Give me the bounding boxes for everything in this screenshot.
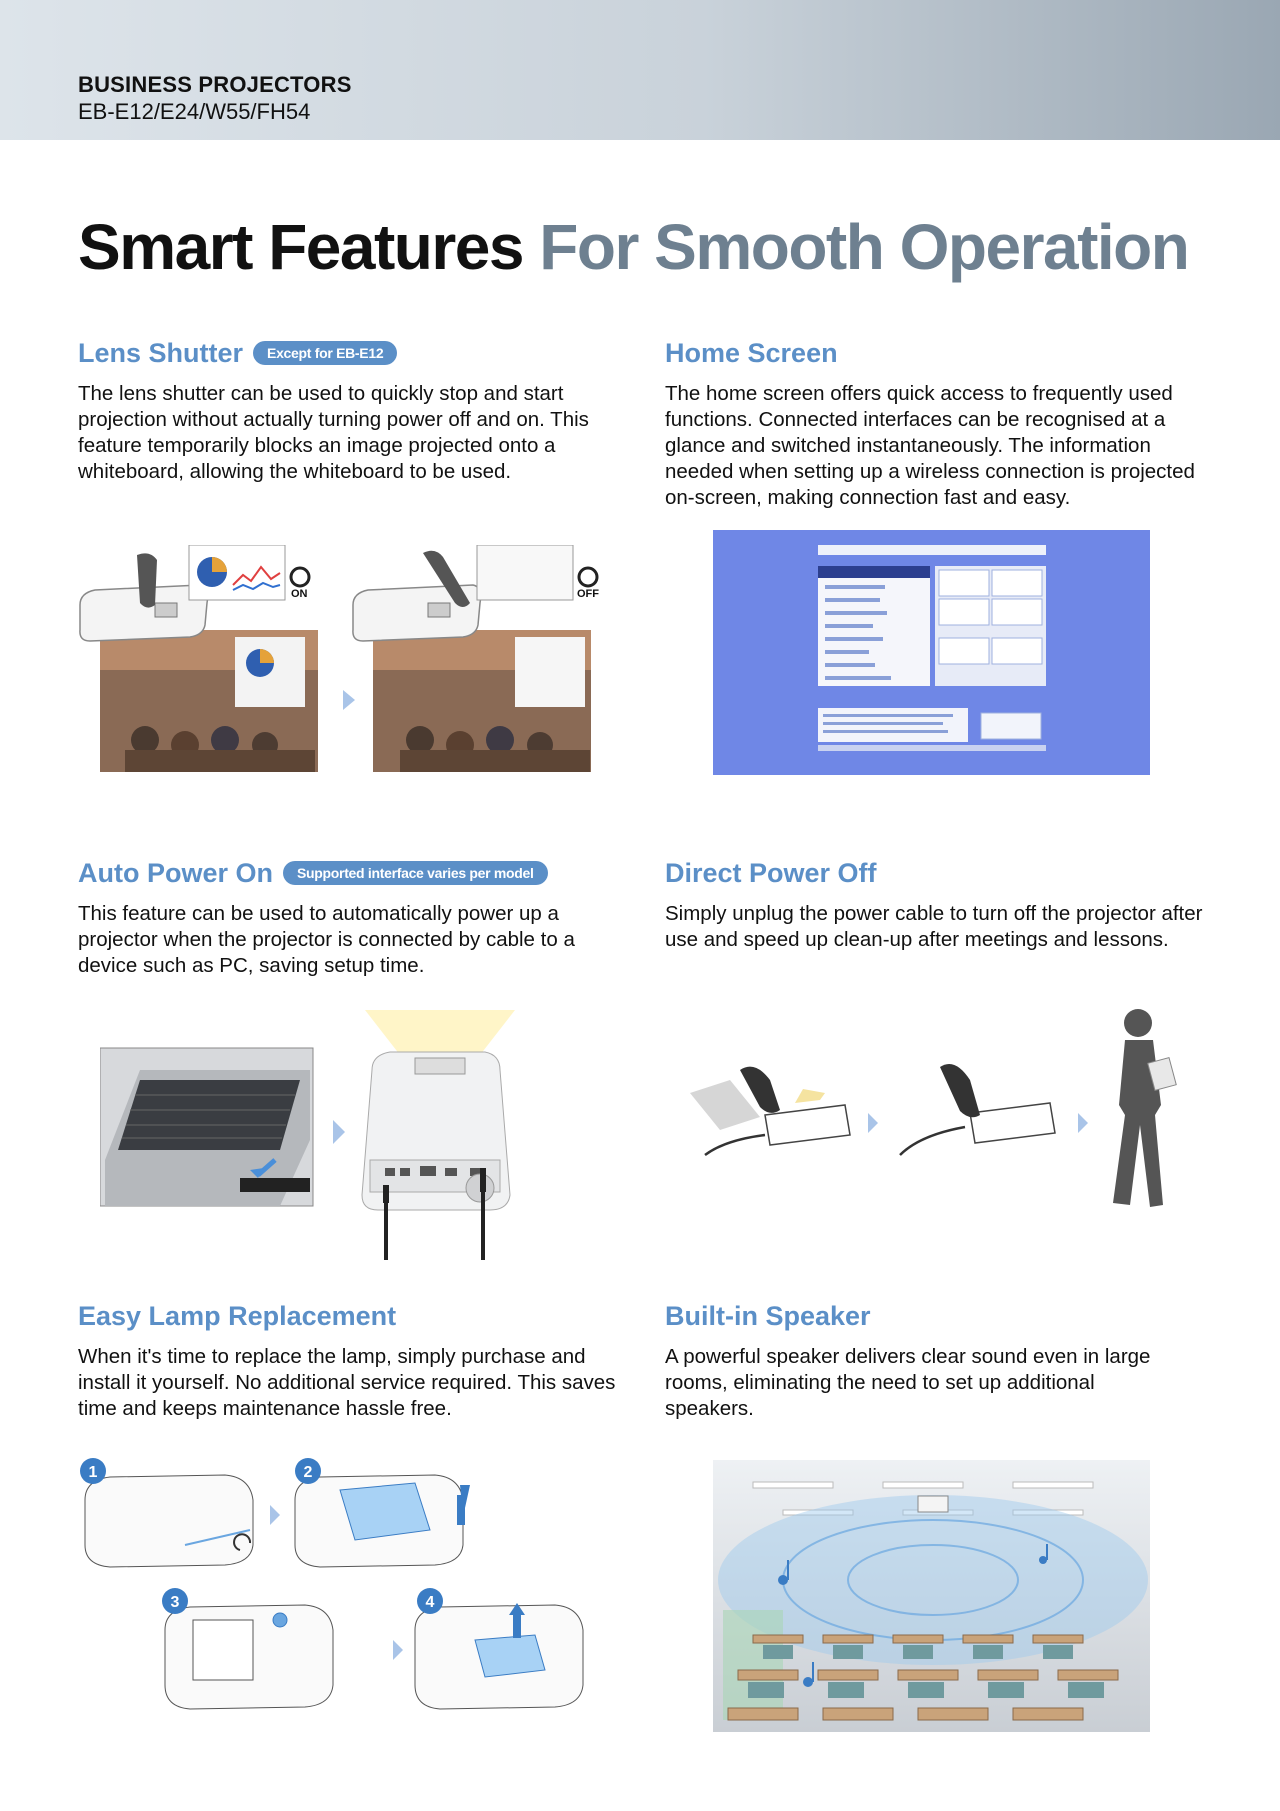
whiteboard-off	[515, 637, 585, 707]
title-part2: For Smooth Operation	[539, 211, 1189, 283]
step-2-number: 2	[303, 1464, 313, 1481]
auto-power-on-title: Auto Power On	[78, 858, 273, 888]
screw-icon	[273, 1613, 287, 1627]
auto-power-on-badge: Supported interface varies per model	[283, 861, 548, 885]
lens-shutter-illustration	[75, 545, 605, 775]
power-icon-on	[291, 568, 309, 586]
title-part1: Smart Features	[78, 211, 523, 283]
lens-shutter-title: Lens Shutter	[78, 338, 244, 368]
direct-power-off-illustration	[685, 1005, 1195, 1220]
home-screen-selection-guide	[981, 713, 1041, 739]
arrow-icon	[343, 690, 355, 710]
speaker-title: Built-in Speaker	[665, 1301, 871, 1331]
arrow-icon	[333, 1120, 345, 1144]
laptop-keyboard	[118, 1080, 300, 1150]
step-1-number: 1	[88, 1464, 98, 1481]
screen-off	[477, 545, 573, 600]
home-screen-illustration	[713, 530, 1150, 775]
arrow-icon	[270, 1505, 280, 1525]
speaker-illustration	[713, 1460, 1150, 1732]
home-screen-text: The home screen offers quick access to frequently used functions. Connected interfaces can be recognised at a glance and switched instantaneously. The information needed when setting up a wireless connection is projected on-screen, making connection fast and easy.	[665, 382, 1195, 509]
direct-power-off-text: Simply unplug the power cable to turn off the projector after use and speed up clean-up after meetings and lessons.	[665, 902, 1203, 951]
hand-icon-on	[137, 553, 157, 607]
lift-arrow-icon	[457, 1495, 465, 1525]
lens-shutter-text: The lens shutter can be used to quickly stop and start projection without actually turning power off and on. This feature temporarily blocks an image projected onto a whiteboard, allowing the whiteboard to be used.	[78, 382, 589, 483]
step-3-number: 3	[170, 1594, 180, 1611]
power-icon-off	[579, 568, 597, 586]
speaker-text: A powerful speaker delivers clear sound even in large rooms, eliminating the need to set up additional speakers.	[665, 1345, 1151, 1420]
arrow-icon	[868, 1113, 878, 1133]
projector-icon-2	[970, 1103, 1055, 1143]
header-band	[0, 0, 1280, 140]
easy-lamp-title: Easy Lamp Replacement	[78, 1301, 397, 1331]
page-title	[78, 210, 1188, 284]
light-beam	[365, 1010, 515, 1055]
auto-power-on-illustration	[100, 1010, 600, 1260]
lamp-cover	[340, 1483, 430, 1540]
easy-lamp-text: When it's time to replace the lamp, simply purchase and install it yourself. No additional service required. This saves time and keeps maintenance hassle free.	[78, 1345, 616, 1420]
header-category: BUSINESS PROJECTORS	[78, 72, 352, 97]
power-cable-2	[900, 1127, 965, 1155]
power-cable-1	[705, 1135, 765, 1155]
home-screen-title: Home Screen	[665, 338, 838, 368]
lens-shutter-heading	[78, 338, 397, 369]
auto-power-on-heading	[78, 858, 548, 889]
lamp-detail-inset	[193, 1620, 253, 1680]
auto-power-on-text: This feature can be used to automatically power up a projector when the projector is connected by cable to a device such as PC, saving setup time.	[78, 902, 575, 977]
header-models: EB-E12/E24/W55/FH54	[78, 99, 311, 124]
arrow-icon	[1078, 1113, 1088, 1133]
person-head	[1124, 1009, 1152, 1037]
home-screen-titlebar	[818, 545, 1046, 555]
lamp-unit	[475, 1635, 545, 1677]
hand-icon-2	[940, 1064, 980, 1117]
projector-step1	[85, 1475, 253, 1567]
on-label: ON	[291, 588, 308, 600]
off-label: OFF	[577, 588, 599, 600]
ceiling-projector-icon	[918, 1496, 948, 1512]
direct-power-off-title: Direct Power Off	[665, 858, 877, 888]
lens-shutter-badge: Except for EB-E12	[253, 341, 397, 365]
arrow-icon	[393, 1640, 403, 1660]
step-4-number: 4	[425, 1594, 435, 1611]
easy-lamp-illustration	[75, 1455, 615, 1740]
